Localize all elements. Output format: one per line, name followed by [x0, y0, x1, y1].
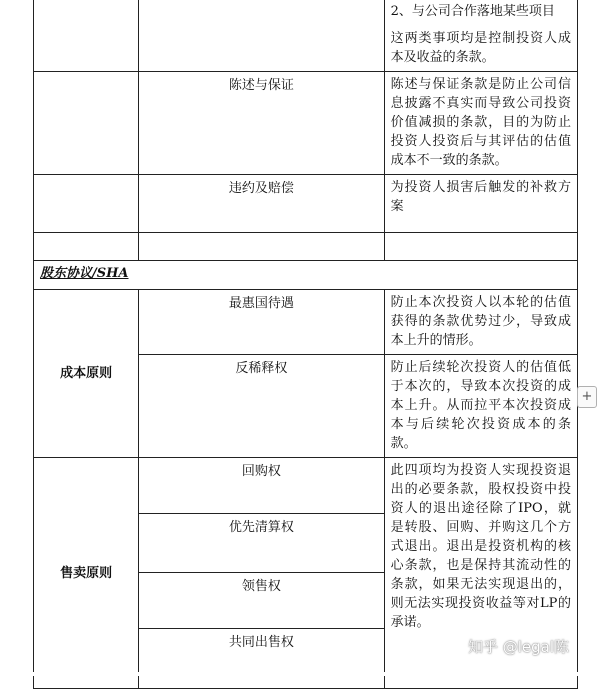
term-tag-along: 共同出售权 — [139, 629, 384, 689]
table-row — [34, 458, 578, 514]
desc-anti-dilution: 防止后续轮次投资人的估值低于本次的，导致本次投资的成本上升。从而拉平本次投资成本与后续轮次投资成本的条款。 — [384, 355, 577, 458]
table-row — [34, 72, 578, 175]
watermark: 知乎 @legal陈 — [468, 638, 570, 656]
desc-exit-terms: 此四项均为投资人实现投资退出的必要条款，股权投资中投资人的退出途径除了IPO，就是转股、回购、并购这几个方式退出。退出是投资机构的核心条款，也是保持其流动性的条款，如果无法实现退出的，则无法实现投资收益等对LP的承诺。 — [384, 458, 577, 689]
terms-table — [33, 0, 578, 689]
project-line: 2、与公司合作落地某些项目 — [390, 4, 555, 19]
term-rep-warranty: 陈述与保证 — [139, 72, 384, 175]
desc-breach: 为投资人损害后触发的补救方案 — [384, 175, 577, 233]
term-mfn: 最惠国待遇 — [139, 290, 384, 355]
page-edge — [0, 672, 600, 676]
table-cell — [34, 0, 139, 72]
table-cell — [384, 0, 577, 72]
table-cell — [384, 233, 577, 261]
term-liquidation-preference: 优先清算权 — [139, 514, 384, 573]
table-cell — [34, 233, 139, 261]
expand-button[interactable]: + — [577, 386, 597, 408]
term-redemption: 回购权 — [139, 458, 384, 514]
sale-principle-label: 售卖原则 — [34, 458, 139, 689]
section-title: 股东协议/SHA — [34, 261, 578, 290]
table-row — [34, 290, 578, 355]
table-cell — [139, 233, 384, 261]
desc-rep-warranty: 陈述与保证条款是防止公司信息披露不真实而导致公司投资价值减损的条款，目的为防止投资人投资后与其评估的估值成本不一致的条款。 — [384, 72, 577, 175]
table-row — [34, 0, 578, 72]
table-cell — [34, 72, 139, 175]
table-cell — [34, 175, 139, 233]
table-row — [34, 233, 578, 261]
control-cost-line: 这两类事项均是控制投资人成本及收益的条款。 — [390, 31, 571, 65]
table-cell — [139, 0, 384, 72]
term-drag-along: 领售权 — [139, 573, 384, 629]
cost-principle-label: 成本原则 — [34, 290, 139, 458]
desc-mfn: 防止本次投资人以本轮的估值获得的条款优势过少，导致成本上升的情形。 — [384, 290, 577, 355]
table-row — [34, 261, 578, 290]
term-anti-dilution: 反稀释权 — [139, 355, 384, 458]
term-breach: 违约及赔偿 — [139, 175, 384, 233]
table-row — [34, 175, 578, 233]
